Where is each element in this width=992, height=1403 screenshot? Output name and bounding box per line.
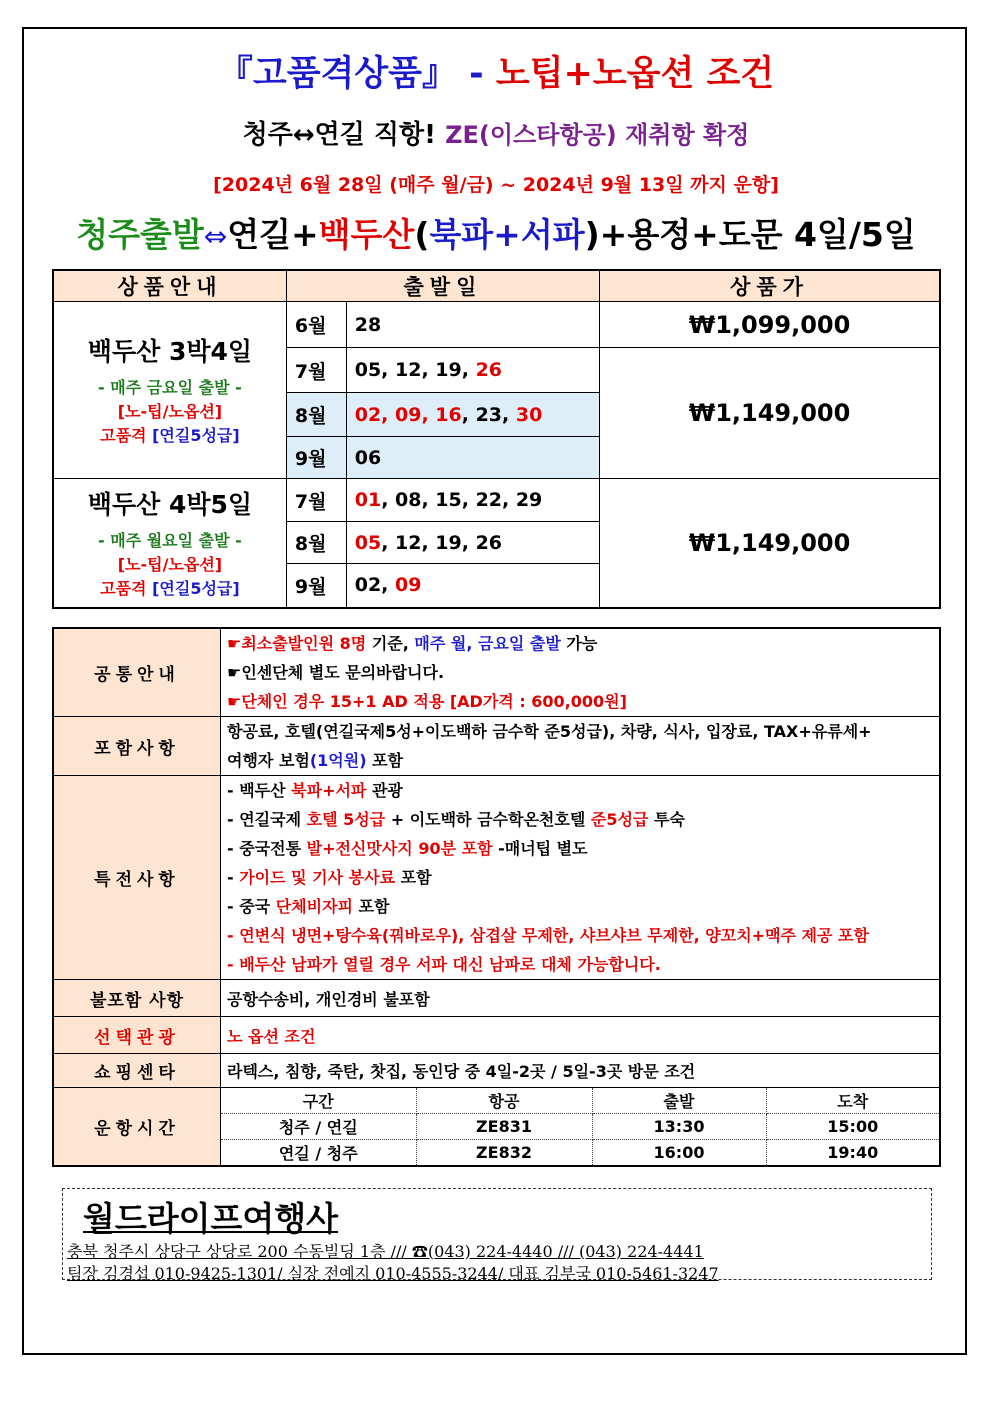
title-brand: 『고품격상품』 — [217, 54, 457, 94]
month-cell: 8월 — [286, 522, 346, 564]
day-highlight: 30 — [515, 403, 543, 426]
days-cell — [346, 522, 599, 564]
table-row — [53, 479, 940, 522]
flight-header-route: 구간 — [221, 1088, 416, 1114]
tour-part-slopes: 북파+서파 — [429, 215, 585, 254]
product-title: 백두산 3박4일 — [87, 337, 253, 366]
product-weekday: - 매주 금요일 출발 - — [98, 378, 242, 397]
price-cell: ₩1,149,000 — [600, 348, 940, 479]
info-table — [52, 627, 941, 1167]
month-cell: 8월 — [286, 393, 346, 437]
schedule-period: [2024년 6월 28일 (매주 월/금) ~ 2024년 9월 13일 까지 운항] — [213, 174, 779, 196]
route-text: 청주↔연길 직항! — [242, 120, 446, 150]
tour-title — [0, 209, 992, 256]
sp-highlight: 호텔 5성급 — [306, 810, 386, 829]
flight-depart: 13:30 — [592, 1114, 766, 1140]
basis-text: 기준, — [366, 634, 415, 653]
day-highlight: 01 — [354, 489, 382, 511]
flight-row — [221, 1114, 939, 1140]
title-condition: 노팁+노옵션 조건 — [495, 54, 775, 94]
flight-row — [221, 1140, 939, 1166]
paren-close: ) — [584, 215, 600, 254]
common-content — [221, 628, 941, 717]
product-notip: [노-팁/노옵션] — [117, 554, 223, 574]
insurance-amount: (1억원) — [309, 751, 367, 770]
day-list: 28 — [354, 313, 382, 336]
include-content — [221, 717, 941, 776]
price-cell: ₩1,099,000 — [600, 302, 940, 348]
agency-name: 월드라이프여행사 — [83, 1199, 339, 1238]
product-4n5d — [53, 479, 286, 608]
product-3n4d — [53, 302, 286, 479]
flight-arrive: 15:00 — [766, 1114, 939, 1140]
table-row — [53, 1088, 940, 1167]
tour-part-rest: +용정+도문 4일/5일 — [599, 215, 916, 254]
special-content — [221, 776, 941, 980]
sp-highlight: 발+전신맛사지 90분 포함 — [306, 839, 493, 858]
sp-text: 관광 — [366, 781, 403, 800]
header-product-info: 상품안내 — [53, 270, 286, 302]
agency-footer — [62, 1188, 932, 1283]
days-cell — [346, 302, 599, 348]
tour-part-yanji: 연길+ — [227, 215, 319, 254]
product-grade: 고품격 — [100, 578, 153, 598]
days-cell — [346, 393, 599, 437]
table-row — [53, 1017, 940, 1054]
month-cell: 7월 — [286, 348, 346, 393]
product-table — [52, 269, 941, 609]
month-cell: 7월 — [286, 479, 346, 522]
label-include: 포함사항 — [53, 717, 221, 776]
sp-text: -매너팁 별도 — [492, 839, 588, 858]
month-cell: 9월 — [286, 564, 346, 608]
label-option: 선택관광 — [53, 1017, 221, 1054]
include-suffix: 포함 — [366, 751, 404, 770]
flight-number: ZE832 — [416, 1140, 592, 1166]
sp-text: 투숙 — [648, 810, 685, 829]
agency-contacts: 팀장 김경섭 010-9425-1301/ 실장 전예지 010-4555-3244/ 대표 김부국 010-5461-3247 — [67, 1264, 719, 1283]
product-weekday: - 매주 월요일 출발 - — [98, 530, 242, 550]
sp-meals: - 연변식 냉면+탕수육(꿔바로우), 삼겹살 무제한, 샤브샤브 무제한, 양꼬치+맥주 제공 포함 — [227, 926, 869, 945]
sp-highlight: 준5성급 — [590, 810, 649, 829]
flight-arrive: 19:40 — [766, 1140, 939, 1166]
day-list: 06 — [354, 446, 382, 469]
product-hotel: [연길5성급] — [152, 426, 240, 445]
day-highlight: 26 — [475, 359, 503, 381]
day-highlight: 05 — [354, 531, 382, 554]
product-notip: [노-팁/노옵션] — [117, 402, 223, 421]
table-row — [53, 302, 940, 348]
airline-text: ZE(이스타항공) 재취항 확정 — [445, 121, 750, 149]
sp-highlight: 단체비자피 — [275, 897, 353, 916]
shopping-content: 라텍스, 침향, 죽탄, 찻집, 동인당 중 4일-2곳 / 5일-3곳 방문 조건 — [221, 1054, 941, 1088]
incentive-text: ☛인센단체 별도 문의바랍니다. — [227, 663, 445, 682]
agency-address: 충북 청주시 상당구 상당로 200 수동빌딩 1층 /// ☎(043) 224-4440 /// (043) 224-4441 — [67, 1242, 704, 1261]
table-row — [53, 1054, 940, 1088]
paren-open: ( — [414, 215, 430, 254]
day-list: 05, 12, 19, — [354, 359, 476, 381]
day-list: , 12, 19, 26 — [381, 531, 503, 554]
include-line: 항공료, 호텔(연길국제5성+이도백하 금수학 준5성급), 차량, 식사, 입장료, TAX+유류세+ — [227, 722, 872, 741]
header-price: 상품가 — [600, 270, 940, 302]
table-row — [53, 628, 940, 717]
title-dash: - — [456, 54, 496, 94]
possible-text: 가능 — [560, 634, 598, 653]
double-arrow-icon: ⇔ — [203, 220, 228, 253]
sp-text: - 백두산 — [227, 781, 292, 800]
insurance-text: 여행자 보험 — [227, 751, 310, 770]
route-line — [0, 114, 992, 151]
sp-text: 포함 — [352, 897, 390, 916]
flight-depart: 16:00 — [592, 1140, 766, 1166]
flight-content — [221, 1088, 941, 1167]
sp-text: - 연길국제 — [227, 810, 307, 829]
product-table-header — [53, 270, 940, 302]
month-cell: 9월 — [286, 437, 346, 479]
price-cell: ₩1,149,000 — [600, 479, 940, 608]
days-cell — [346, 564, 599, 608]
header-departure: 출발일 — [286, 270, 599, 302]
days-cell — [346, 437, 599, 479]
label-common: 공통안내 — [53, 628, 221, 717]
day-list: , 23, — [461, 403, 516, 426]
min-people: ☛최소출발인원 8명 — [227, 634, 367, 653]
days-cell — [346, 479, 599, 522]
product-title: 백두산 4박5일 — [87, 489, 253, 519]
flight-number: ZE831 — [416, 1114, 592, 1140]
day-list: , 08, 15, 22, 29 — [381, 489, 543, 511]
table-row — [53, 980, 940, 1017]
sp-namppa: - 배두산 남파가 열릴 경우 서파 대신 남파로 대체 가능합니다. — [227, 955, 661, 974]
flight-header-airline: 항공 — [416, 1088, 592, 1114]
exclude-content: 공항수송비, 개인경비 불포함 — [221, 980, 941, 1017]
flight-header-depart: 출발 — [592, 1088, 766, 1114]
sp-highlight: 북파+서파 — [291, 781, 367, 800]
option-content: 노 옵션 조건 — [221, 1017, 941, 1054]
label-exclude: 불포함 사항 — [53, 980, 221, 1017]
sp-highlight: 가이드 및 기사 봉사료 — [239, 868, 396, 887]
table-row — [53, 717, 940, 776]
flight-header-arrive: 도착 — [766, 1088, 939, 1114]
table-row — [53, 776, 940, 980]
tour-part-baekdu: 백두산 — [318, 215, 415, 254]
sp-text: - — [227, 868, 240, 887]
flight-route: 청주 / 연길 — [221, 1114, 416, 1140]
sp-text: + 이도백하 금수학온천호텔 — [385, 810, 591, 829]
day-highlight: 09 — [395, 574, 422, 597]
departure-days: 매주 월, 금요일 출발 — [414, 634, 561, 653]
month-cell: 6월 — [286, 302, 346, 348]
group-price-text: ☛단체인 경우 15+1 AD 적용 [AD가격 : 600,000원] — [227, 692, 627, 711]
flight-route: 연길 / 청주 — [221, 1140, 416, 1166]
flight-header-row — [221, 1088, 939, 1114]
main-title — [0, 46, 992, 96]
label-special: 특전사항 — [53, 776, 221, 980]
flight-table — [221, 1088, 939, 1165]
sp-text: 포함 — [395, 868, 432, 887]
label-flight: 운항시간 — [53, 1088, 221, 1167]
sp-text: - 중국전통 — [227, 839, 307, 858]
day-list: 02, — [354, 574, 396, 597]
product-grade: 고품격 — [100, 426, 153, 445]
sp-text: - 중국 — [227, 897, 276, 916]
days-cell — [346, 348, 599, 393]
day-highlight: 02, 09, 16 — [354, 403, 462, 426]
product-hotel: [연길5성급] — [152, 578, 240, 598]
tour-departure: 청주출발 — [76, 215, 204, 254]
label-shopping: 쇼핑센타 — [53, 1054, 221, 1088]
